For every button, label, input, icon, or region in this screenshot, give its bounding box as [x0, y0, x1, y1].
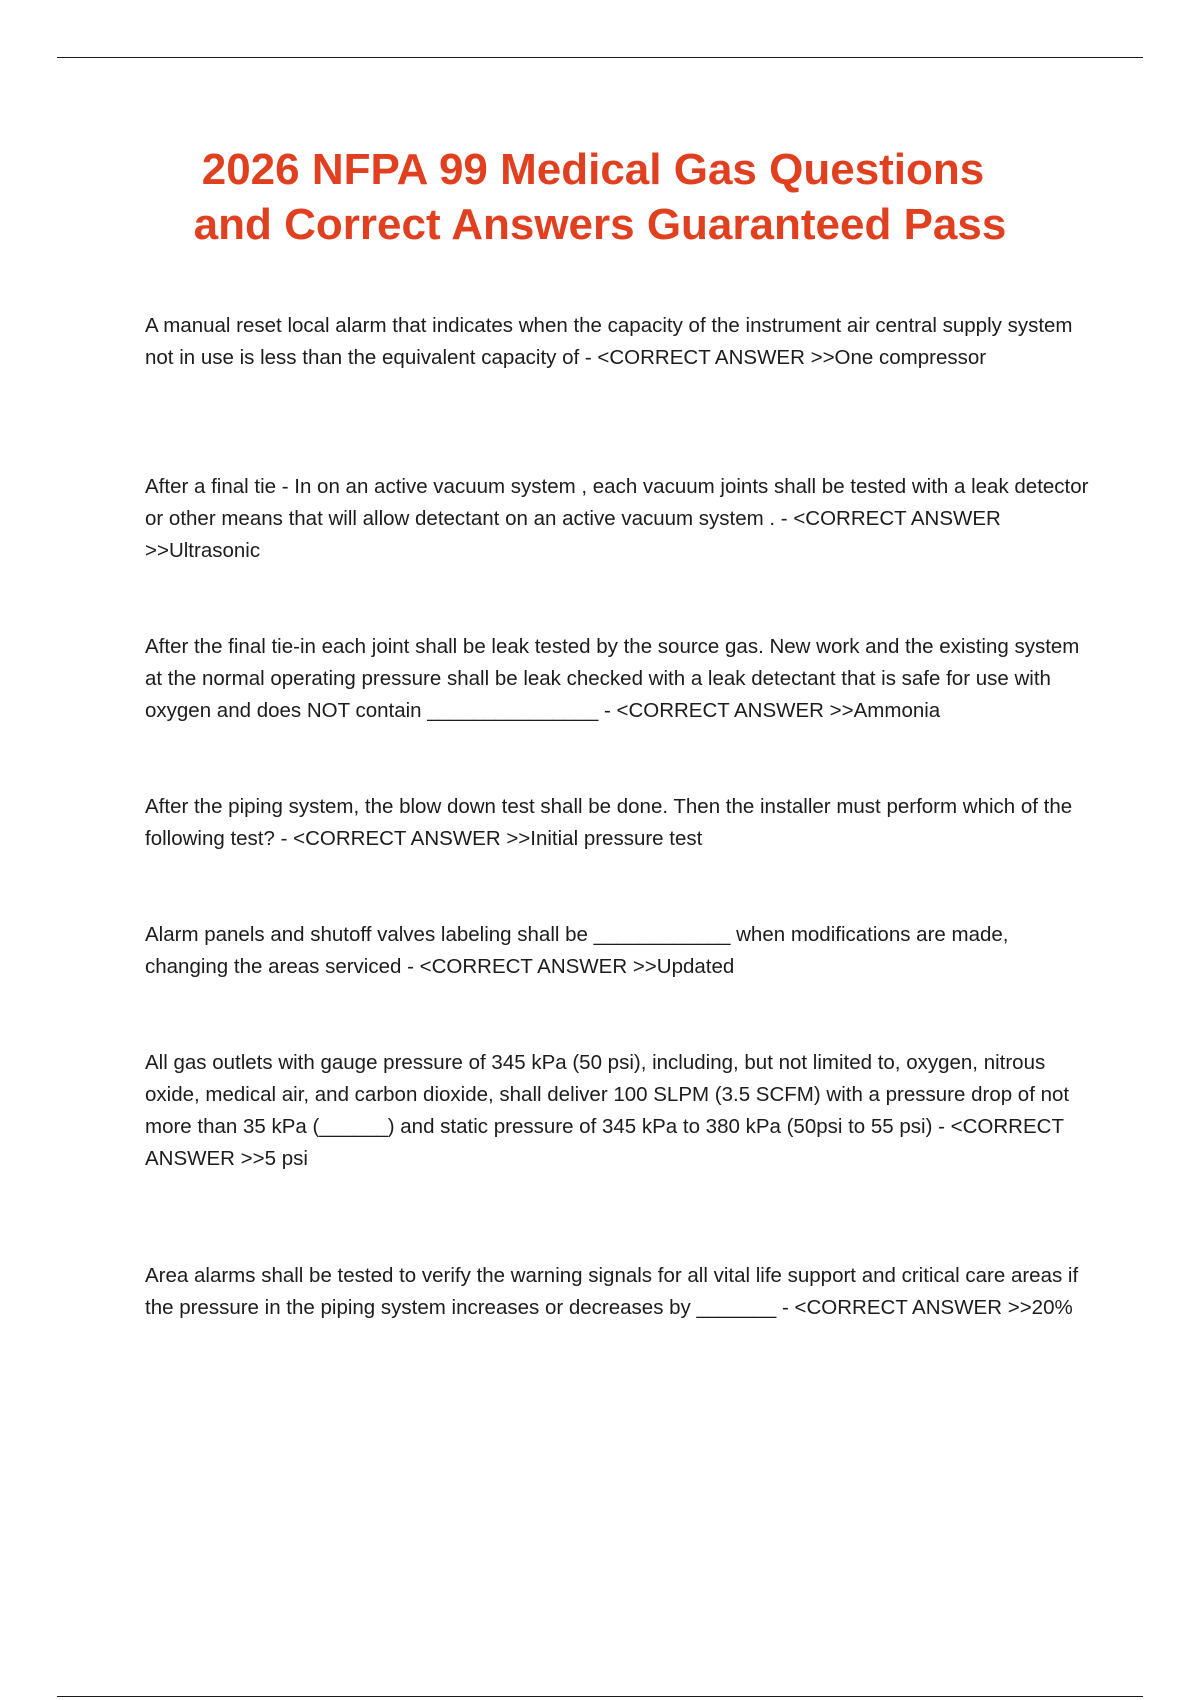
qa-item: Area alarms shall be tested to verify the warning signals for all vital life support and critical care areas if the pressure in the piping system increases or decreases by _______ - <CORRECT ANSWER >>20%	[145, 1264, 1079, 1319]
qa-item: All gas outlets with gauge pressure of 345 kPa (50 psi), including, but not limited to, oxygen, nitrous oxide, medical air, and carbon dioxide, shall deliver 100 SLPM (3.5 SCFM) with a pressure drop of not more than 35 kPa (______) and static pressure of 345 kPa to 380 kPa (50psi to 55 psi) - <CORRECT ANSWER >>5 psi	[145, 1051, 1070, 1170]
title-line-1: 2026 NFPA 99 Medical Gas Questions	[201, 145, 985, 194]
qa-item: After the final tie-in each joint shall be leak tested by the source gas. New work and the existing system at the normal operating pressure shall be leak checked with a leak detectant that is safe for use with oxygen and does NOT contain _______________ - <CORRECT ANSWER >>Ammonia	[145, 635, 1080, 722]
qa-item: After the piping system, the blow down test shall be done. Then the installer must perform which of the following test? - <CORRECT ANSWER >>Initial pressure test	[145, 795, 1073, 850]
top-rule	[57, 57, 1143, 58]
qa-item: After a final tie - In on an active vacuum system , each vacuum joints shall be tested with a leak detector or other means that will allow detectant on an active vacuum system . - <CORRECT ANSWER >>Ultrasonic	[145, 475, 1089, 562]
title-line-2: and Correct Answers Guaranteed Pass	[193, 200, 1007, 249]
qa-item: Alarm panels and shutoff valves labeling shall be ____________ when modifications are made, changing the areas serviced - <CORRECT ANSWER >>Updated	[145, 923, 1009, 978]
qa-item: A manual reset local alarm that indicates when the capacity of the instrument air central supply system not in use is less than the equivalent capacity of - <CORRECT ANSWER >>One compressor	[145, 314, 1073, 369]
bottom-rule	[57, 1696, 1143, 1697]
document-title	[0, 142, 1200, 252]
